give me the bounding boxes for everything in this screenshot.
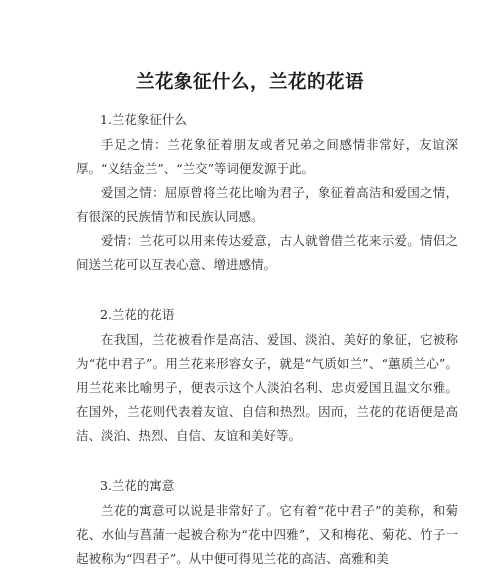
paragraph: 手足之情：兰花象征着朋友或者兄弟之间感情非常好，友谊深厚。“义结金兰”、“兰交”等词便发源于此。 [76,137,458,176]
section-heading: 3.兰花的寓意 [100,478,175,493]
paragraph: 爱情：兰花可以用来传达爱意，古人就曾借兰花来示爱。情侣之间送兰花可以互表心意、增进感情。 [76,233,458,272]
paragraph: 在我国，兰花被看作是高洁、爱国、淡泊、美好的象征，它被称为“花中君子”。用兰花来形容女子，就是“气质如兰”、“蕙质兰心”。用兰花来比喻男子，便表示这个人淡泊名利、忠贞爱国且温文尔雅。在国外，兰花则代表着友谊、自信和热烈。因而，兰花的花语便是高洁、淡泊、热烈、自信、友谊和美好等。 [76,332,458,443]
section-heading: 2.兰花的花语 [100,307,175,322]
section-flower-language [76,303,458,448]
section-symbolism [76,108,458,277]
paragraph: 兰花的寓意可以说是非常好了。它有着“花中君子”的美称，和菊花、水仙与菖蒲一起被合称为“花中四雅”，又和梅花、菊花、竹子一起被称为“四君子”。从中便可得见兰花的高洁、高雅和美 [76,503,458,566]
paragraph: 爱国之情：屈原曾将兰花比喻为君子，象征着高洁和爱国之情，有很深的民族情节和民族认同感。 [76,185,458,224]
section-heading: 1.兰花象征什么 [100,112,187,127]
section-spacer [76,448,458,474]
document-title: 兰花象征什么，兰花的花语 [135,72,364,93]
section-spacer [76,277,458,303]
section-meaning [76,474,458,571]
